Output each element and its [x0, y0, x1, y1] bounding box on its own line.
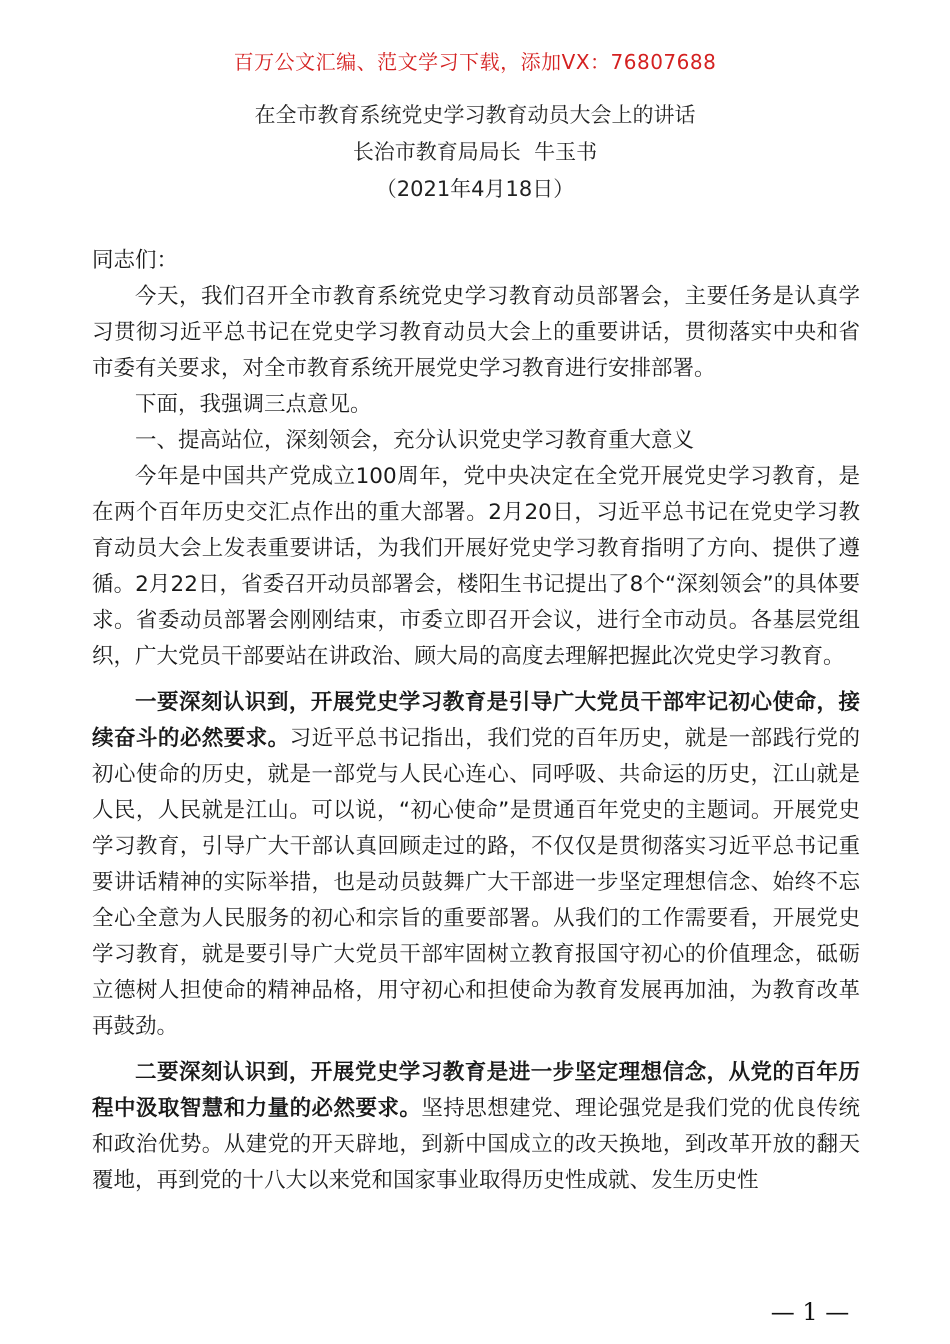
title-block	[0, 97, 950, 208]
point-2-text: 坚持思想建党、理论强党是我们党的优良传统和政治优势。从建党的开天辟地，到新中国成立的改天换地，到改革开放的翻天覆地，再到党的十八大以来党和国家事业取得历史性成就、发生历史性	[92, 1096, 860, 1193]
section-heading-1: 一、提高站位，深刻领会，充分认识党史学习教育重大意义	[135, 428, 695, 453]
point-1-lead: 一要深刻认识到，开展党史学习教育是引导广大党员干部牢记初心使命，接续奋斗的必然要求。	[92, 690, 860, 751]
paragraph-point-1	[92, 685, 860, 1045]
speech-title: 在全市教育系统党史学习教育动员大会上的讲话	[254, 103, 696, 127]
page-number: — 1 —	[770, 1298, 850, 1326]
paragraph-intro: 今天，我们召开全市教育系统党史学习教育动员部署会，主要任务是认真学习贯彻习近平总书记在党史学习教育动员大会上的重要讲话，贯彻落实中央和省市委有关要求，对全市教育系统开展党史学习教育进行安排部署。	[92, 284, 860, 381]
point-1-text: 习近平总书记指出，我们党的百年历史，就是一部践行党的初心使命的历史，就是一部党与人民心连心、同呼吸、共命运的历史，江山就是人民，人民就是江山。可以说，“初心使命”是贯通百年党史的主题词。开展党史学习教育，引导广大干部认真回顾走过的路，不仅仅是贯彻落实习近平总书记重要讲话精神的实际举措，也是动员鼓舞广大干部进一步坚定理想信念、始终不忘全心全意为人民服务的初心和宗旨的重要部署。从我们的工作需要看，开展党史学习教育，就是要引导广大党员干部牢固树立教育报国守初心的价值理念，砥砺立德树人担使命的精神品格，用守初心和担使命为教育发展再加油，为教育改革再鼓劲。	[92, 726, 860, 1039]
speech-author: 长治市教育局局长 牛玉书	[352, 140, 598, 164]
header-banner: 百万公文汇编、范文学习下载，添加VX：76807688	[233, 50, 717, 74]
point-2-lead: 二要深刻认识到，开展党史学习教育是进一步坚定理想信念，从党的百年历程中汲取智慧和力量的必然要求。	[92, 1060, 860, 1121]
speech-body	[92, 243, 860, 1199]
salutation: 同志们：	[92, 248, 179, 273]
paragraph-outline: 下面，我强调三点意见。	[135, 392, 372, 417]
speech-date: （2021年4月18日）	[375, 177, 575, 201]
paragraph-background: 今年是中国共产党成立100周年，党中央决定在全党开展党史学习教育，是在两个百年历史交汇点作出的重大部署。2月20日，习近平总书记在党史学习教育动员大会上发表重要讲话，为我们开展好党史学习教育指明了方向、提供了遵循。2月22日，省委召开动员部署会，楼阳生书记提出了8个“深刻领会”的具体要求。省委动员部署会刚刚结束，市委立即召开会议，进行全市动员。各基层党组织，广大党员干部要站在讲政治、顾大局的高度去理解把握此次党史学习教育。	[92, 464, 860, 669]
paragraph-point-2	[92, 1055, 860, 1199]
